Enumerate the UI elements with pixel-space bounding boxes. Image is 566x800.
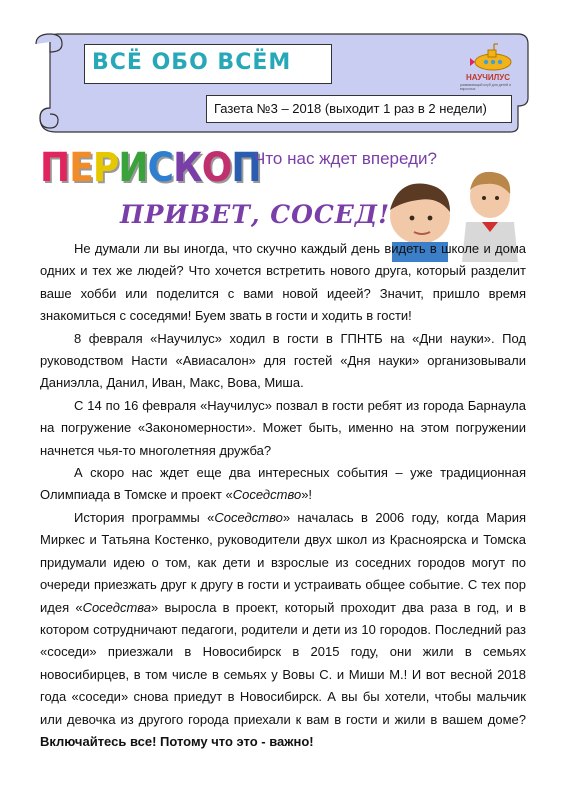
headline: ПРИВЕТ, СОСЕД! bbox=[120, 200, 391, 229]
paragraph: С 14 по 16 февраля «Научилус» позвал в гости ребят из города Барнаула на погружение «Закономерности». Может быть, именно на этом погружении начнется чья-то многолетняя дружба? bbox=[40, 397, 526, 458]
section-subtitle: Что нас ждет впереди? bbox=[254, 149, 437, 168]
paragraph: Не думали ли вы иногда, что скучно каждый день видеть в школе и дома одних и тех же людей? Что хочется встретить нового друга, который разделит ваше хобби или поделится с вами новой идеей? Значит, пришло время знакомиться с соседями! Буем звать в гости и ходить в гости! bbox=[40, 241, 526, 324]
issue-line: Газета №3 – 2018 (выходит 1 раз в 2 недели) bbox=[214, 101, 487, 116]
text-span: » выросла в проект, который проходит два раза в год, и в котором сотрудничают педагоги, родители и дети из 10 городов. Последний раз «соседи» приезжали в Новосибирск в 2015 году, они жили в семьях новосибирцев, в том числе в семьях у Вовы С. и Миши М.! И вот весной 2018 года «соседи» снова приедут в Новосибирск. А вы бы хотели, чтобы мальчик или девочка из другого города приехали к вам в гости и жили в вашем доме? bbox=[40, 599, 526, 727]
logo-name: НАУЧИЛУС bbox=[466, 73, 510, 82]
section-name-letter: П bbox=[231, 145, 261, 191]
section-name-letter: П bbox=[40, 145, 70, 191]
project-name: Соседства bbox=[82, 599, 152, 615]
section-name-letter: Е bbox=[69, 145, 93, 191]
project-name: Соседство bbox=[214, 509, 283, 525]
text-span: »! bbox=[301, 487, 313, 503]
text-span: История программы « bbox=[74, 509, 215, 525]
paragraph: 8 февраля «Научилус» ходил в гости в ГПНТБ на «Дни науки». Под руководством Насти «Авиасалон» для гостей «Дня науки» организовывали Даниэлла, Данил, Иван, Макс, Вова, Миша. bbox=[40, 330, 526, 391]
section-name-letter: О bbox=[201, 145, 232, 191]
text-span: » началась в 2006 году, когда Мария Миркес и Татьяна Костенко, руководители двух школ из Красноярска и Томска придумали идею о том, как дети и взрослые из соседних городов могут по очереди приезжать друг к другу в гости и устраивать общее событие. С тех пор идея « bbox=[40, 509, 526, 615]
article-body bbox=[40, 238, 526, 753]
project-name: Соседство bbox=[232, 487, 302, 503]
text-span: А скоро нас ждет еще два интересных события – уже традиционная Олимпиада в Томске и проект « bbox=[40, 465, 526, 503]
paragraph bbox=[40, 507, 526, 753]
section-name bbox=[40, 145, 261, 191]
section-name-letter: Р bbox=[92, 145, 119, 191]
paragraph bbox=[40, 462, 526, 507]
section-name-letter: И bbox=[118, 145, 148, 191]
logo-tagline: развивающий клуб для детей и взрослых bbox=[460, 83, 512, 91]
newspaper-title: ВСЁ ОБО ВСЁМ bbox=[92, 50, 292, 75]
section-name-letter: К bbox=[173, 145, 202, 191]
closing-call: Включайтесь все! Потому что это - важно! bbox=[40, 733, 314, 749]
section-name-letter: С bbox=[147, 145, 174, 191]
